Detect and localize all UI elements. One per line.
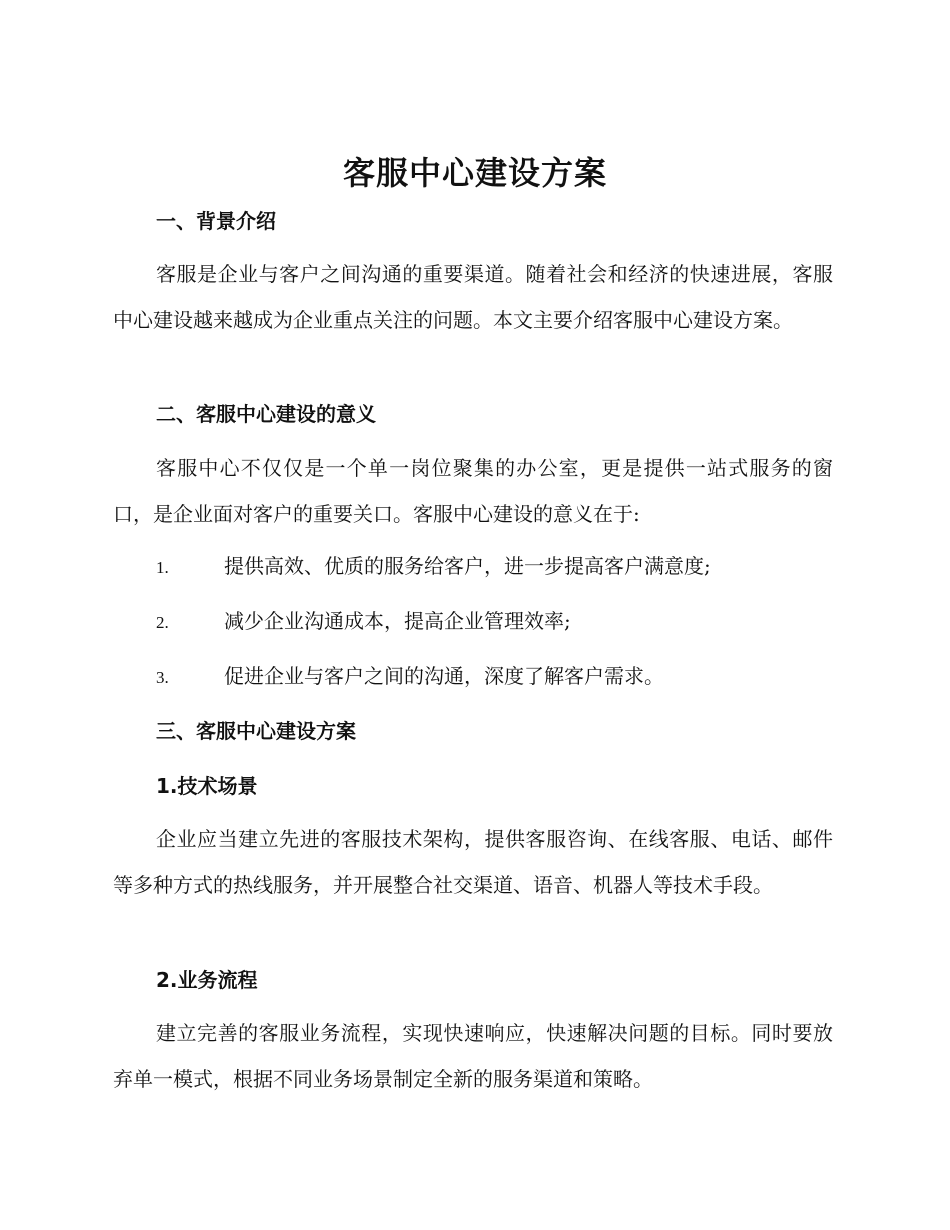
section-heading-significance: 二、客服中心建设的意义: [156, 402, 376, 426]
list-item: [156, 551, 836, 583]
document-title: 客服中心建设方案: [342, 154, 607, 192]
section-heading-background: 一、背景介绍: [156, 209, 276, 233]
subsection-heading-process: 2.业务流程: [156, 968, 258, 992]
list-item: [156, 606, 836, 638]
list-item-number: 3.: [156, 668, 169, 687]
subsection-heading-technology: 1.技术场景: [156, 774, 258, 798]
list-item-text: 减少企业沟通成本，提高企业管理效率;: [224, 609, 571, 633]
list-item-text: 促进企业与客户之间的沟通，深度了解客户需求。: [224, 664, 664, 688]
paragraph-significance: 客服中心不仅仅是一个单一岗位聚集的办公室，更是提供一站式服务的窗口，是企业面对客户的重要关口。客服中心建设的意义在于:: [113, 456, 833, 526]
list-item: [156, 661, 836, 693]
paragraph-technology: 企业应当建立先进的客服技术架构，提供客服咨询、在线客服、电话、邮件等多种方式的热线服务，并开展整合社交渠道、语音、机器人等技术手段。: [113, 827, 833, 897]
paragraph-process: 建立完善的客服业务流程，实现快速响应，快速解决问题的目标。同时要放弃单一模式，根据不同业务场景制定全新的服务渠道和策略。: [113, 1021, 833, 1091]
list-item-number: 1.: [156, 558, 169, 577]
list-item-text: 提供高效、优质的服务给客户，进一步提高客户满意度;: [224, 554, 711, 578]
section-heading-plan: 三、客服中心建设方案: [156, 719, 356, 743]
paragraph-background: 客服是企业与客户之间沟通的重要渠道。随着社会和经济的快速进展，客服中心建设越来越成为企业重点关注的问题。本文主要介绍客服中心建设方案。: [113, 262, 833, 332]
list-item-number: 2.: [156, 613, 169, 632]
